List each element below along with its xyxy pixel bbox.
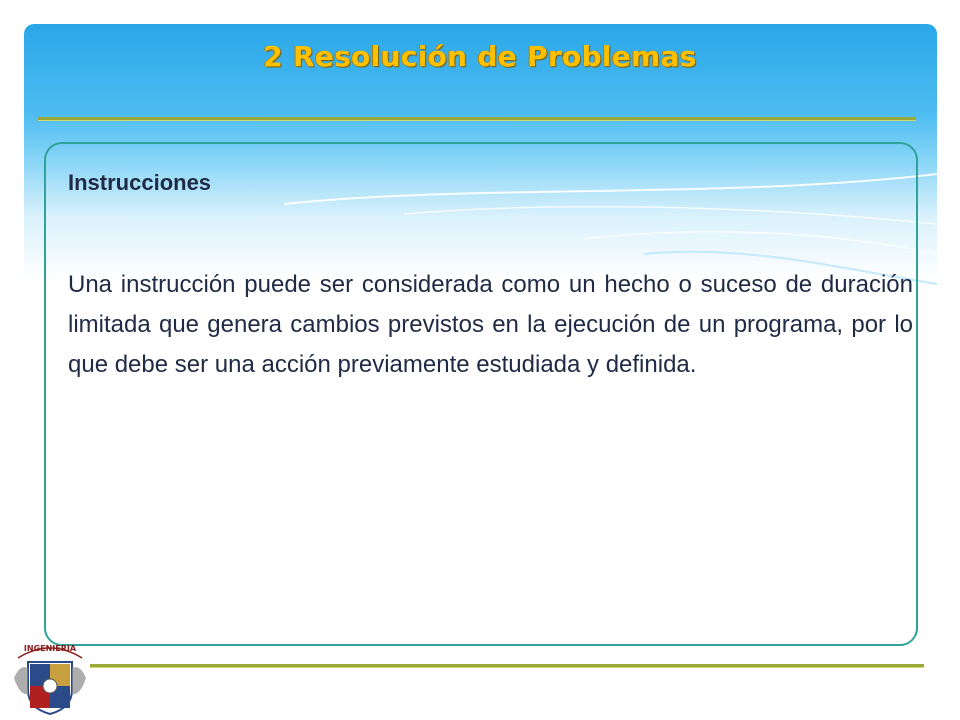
footer-divider: [90, 664, 924, 668]
slide-title: 2 Resolución de Problemas: [263, 40, 697, 73]
section-heading: Instrucciones: [68, 170, 212, 195]
svg-text:INGENIERIA: INGENIERIA: [23, 644, 77, 653]
faculty-crest-icon: [8, 634, 92, 718]
content-box: [44, 142, 918, 646]
title-divider: [38, 117, 916, 121]
body-paragraph: Una instrucción puede ser considerada como un hecho o suceso de duración limitada que genera cambios previstos en la ejecución de un programa, por lo que debe ser una acción previamente estudiada y definida.: [68, 271, 913, 378]
